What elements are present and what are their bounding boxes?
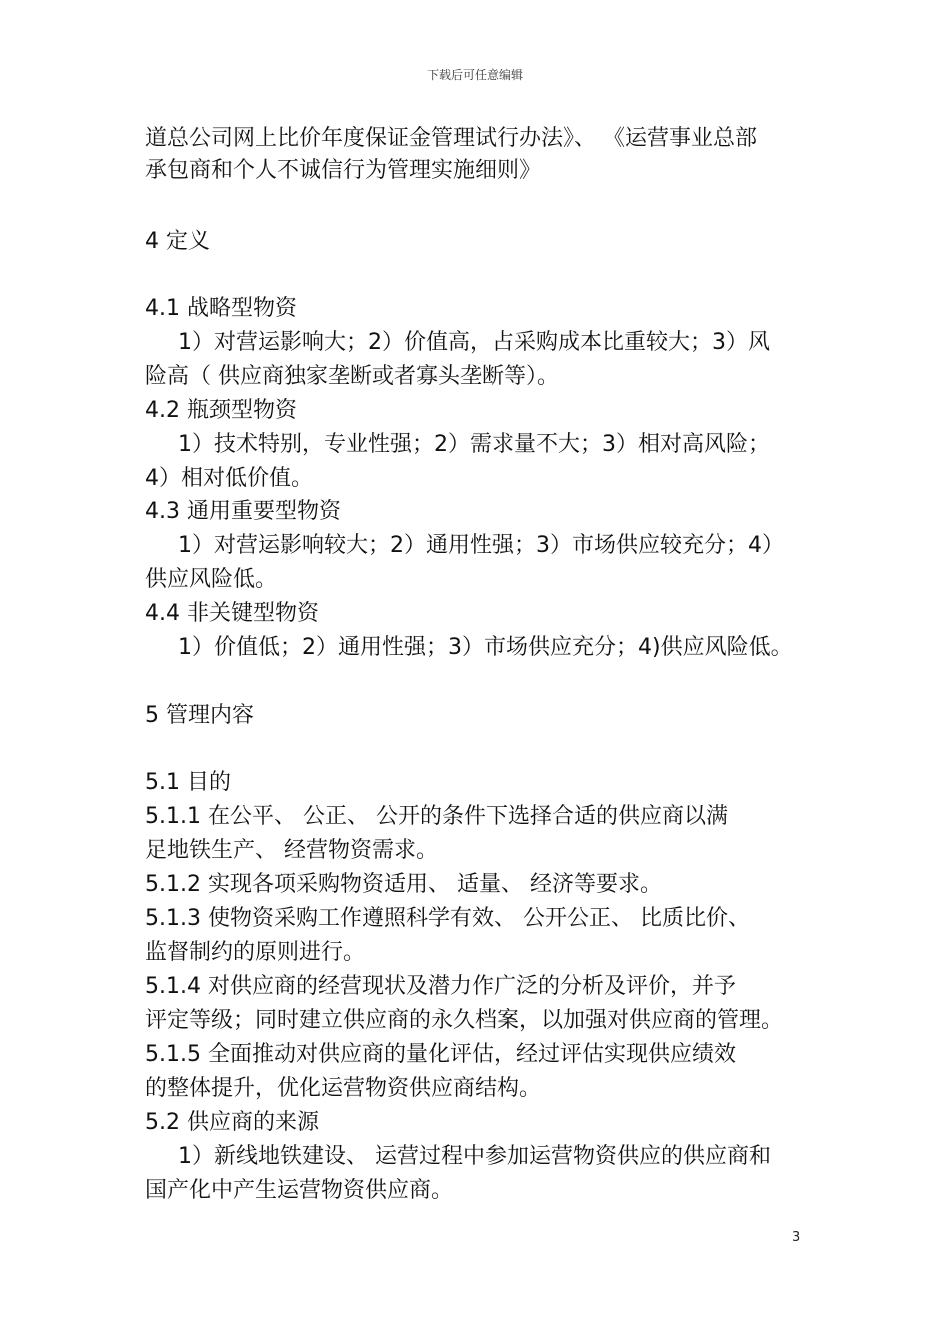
body-line: 监督制约的原则进行。 <box>145 940 366 965</box>
body-line: 1）新线地铁建设、 运营过程中参加运营物资供应的供应商和 <box>178 1144 771 1169</box>
body-line: 5.1.1 在公平、 公正、 公开的条件下选择合适的供应商以满 <box>145 804 728 829</box>
body-line: 评定等级；同时建立供应商的永久档案，以加强对供应商的管理。 <box>145 1008 784 1033</box>
body-line: 承包商和个人不诚信行为管理实施细则》 <box>145 158 542 183</box>
body-line: 1）技术特别，专业性强；2）需求量不大；3）相对高风险； <box>178 432 770 457</box>
body-line: 1）价值低；2）通用性强；3）市场供应充分；4)供应风险低。 <box>178 635 793 660</box>
body-line: 道总公司网上比价年度保证金管理试行办法》、 《运营事业总部 <box>145 126 757 151</box>
body-line: 险高（ 供应商独家垄断或者寡头垄断等）。 <box>145 364 559 389</box>
body-line: 国产化中产生运营物资供应商。 <box>145 1178 454 1203</box>
subsection-heading: 4.2 瓶颈型物资 <box>145 398 297 423</box>
body-line: 5.1.2 实现各项采购物资适用、 适量、 经济等要求。 <box>145 872 662 897</box>
subsection-heading: 4.3 通用重要型物资 <box>145 499 341 524</box>
subsection-heading: 4.4 非关键型物资 <box>145 601 319 626</box>
body-line: 1）对营运影响大；2）价值高，占采购成本比重较大；3）风 <box>178 330 770 355</box>
page-number: 3 <box>792 1230 801 1245</box>
subsection-heading: 4.1 战略型物资 <box>145 296 297 321</box>
body-line: 4）相对低价值。 <box>145 466 313 491</box>
body-line: 5.1.4 对供应商的经营现状及潜力作广泛的分析及评价，并予 <box>145 974 736 999</box>
section-heading: 4 定义 <box>145 229 210 254</box>
subsection-heading: 5.2 供应商的来源 <box>145 1110 319 1135</box>
page-header: 下载后可任意编辑 <box>426 68 523 82</box>
section-heading: 5 管理内容 <box>145 703 254 728</box>
body-line: 的整体提升，优化运营物资供应商结构。 <box>145 1076 542 1101</box>
subsection-heading: 5.1 目的 <box>145 770 231 795</box>
body-line: 1）对营运影响较大；2）通用性强；3）市场供应较充分；4） <box>178 533 784 558</box>
body-line: 5.1.3 使物资采购工作遵照科学有效、 公开公正、 比质比价、 <box>145 906 750 931</box>
body-line: 足地铁生产、 经营物资需求。 <box>145 838 438 863</box>
body-line: 供应风险低。 <box>145 567 278 592</box>
body-line: 5.1.5 全面推动对供应商的量化评估，经过评估实现供应绩效 <box>145 1042 736 1067</box>
